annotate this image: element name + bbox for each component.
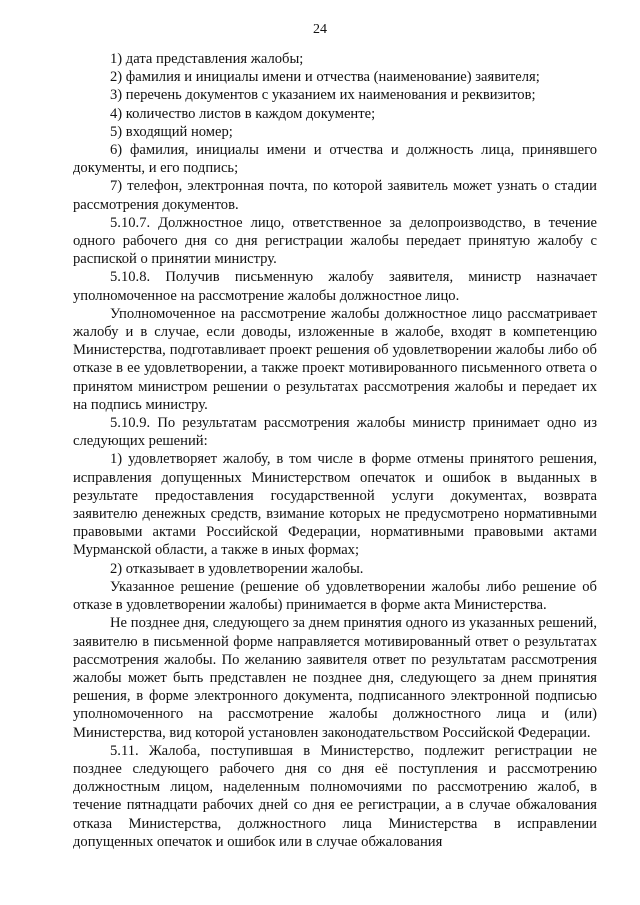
paragraph: 3) перечень документов с указанием их наименования и реквизитов; (110, 87, 536, 104)
paragraph: 1) удовлетворяет жалобу, в том числе в форме отмены принятого решения, исправления допущенных Министерством опечаток и ошибок в выданных в результате предоставления государственной услуги документах, возврата заявителю денежных средств, взимание которых не предусмотрено нормативными правовыми актами Российской Федерации, нормативными правовыми актами Мурманской области, а также в иных формах; (73, 451, 597, 559)
paragraph: Уполномоченное на рассмотрение жалобы должностное лицо рассматривает жалобу и в случае, если доводы, изложенные в жалобе, входят в компетенцию Министерства, подготавливает проект решения об удовлетворении жалобы либо об отказе в ее удовлетворении, а также проект мотивированного письменного ответа о принятом министром решении о результатах рассмотрения жалобы и передает их на подпись министру. (73, 305, 597, 413)
paragraph: 5.10.9. По результатам рассмотрения жалобы министр принимает одно из следующих решений: (73, 415, 597, 450)
paragraph: 1) дата представления жалобы; (110, 51, 304, 67)
paragraph: 2) фамилия и инициалы имени и отчества (наименование) заявителя; (110, 69, 540, 86)
document-body (73, 50, 597, 851)
paragraph: 5.10.8. Получив письменную жалобу заявителя, министр назначает уполномоченное на рассмотрение жалобы должностное лицо. (73, 269, 597, 304)
paragraph: 4) количество листов в каждом документе; (110, 105, 376, 122)
paragraph: 6) фамилия, инициалы имени и отчества и должность лица, принявшего документы, и его подпись; (73, 142, 597, 177)
paragraph: 5) входящий номер; (110, 123, 233, 140)
paragraph: 5.10.7. Должностное лицо, ответственное за делопроизводство, в течение одного рабочего дня со дня регистрации жалобы передает принятую жалобу с распиской о принятии министру. (73, 214, 597, 268)
paragraph: Указанное решение (решение об удовлетворении жалобы либо решение об отказе в удовлетворении жалобы) принимается в форме акта Министерства. (73, 578, 597, 614)
paragraph: 7) телефон, электронная почта, по которой заявитель может узнать о стадии рассмотрения документов. (73, 178, 597, 213)
paragraph: 5.11. Жалоба, поступившая в Министерство, подлежит регистрации не позднее следующего рабочего дня со дня её поступления и рассмотрению должностным лицом, наделенным полномочиями по рассмотрению жалоб, в течение пятнадцати рабочих дней со дня ее регистрации, а в случае обжалования отказа Министерства, должностного лица Министерства в исправлении допущенных опечаток и ошибок или в случае обжалования (73, 742, 597, 850)
page-number: 24 (313, 22, 327, 37)
paragraph: Не позднее дня, следующего за днем принятия одного из указанных решений, заявителю в письменной форме направляется мотивированный ответ о результатах рассмотрения жалобы. По желанию заявителя ответ по результатам рассмотрения жалобы может быть представлен не позднее дня, следующего за днем принятия решения, в форме электронного документа, подписанного электронной подписью уполномоченного на рассмотрение жалобы должностного лица и (или) Министерства, вид которой установлен законодательством Российской Федерации. (73, 615, 597, 741)
paragraph: 2) отказывает в удовлетворении жалобы. (110, 560, 364, 577)
